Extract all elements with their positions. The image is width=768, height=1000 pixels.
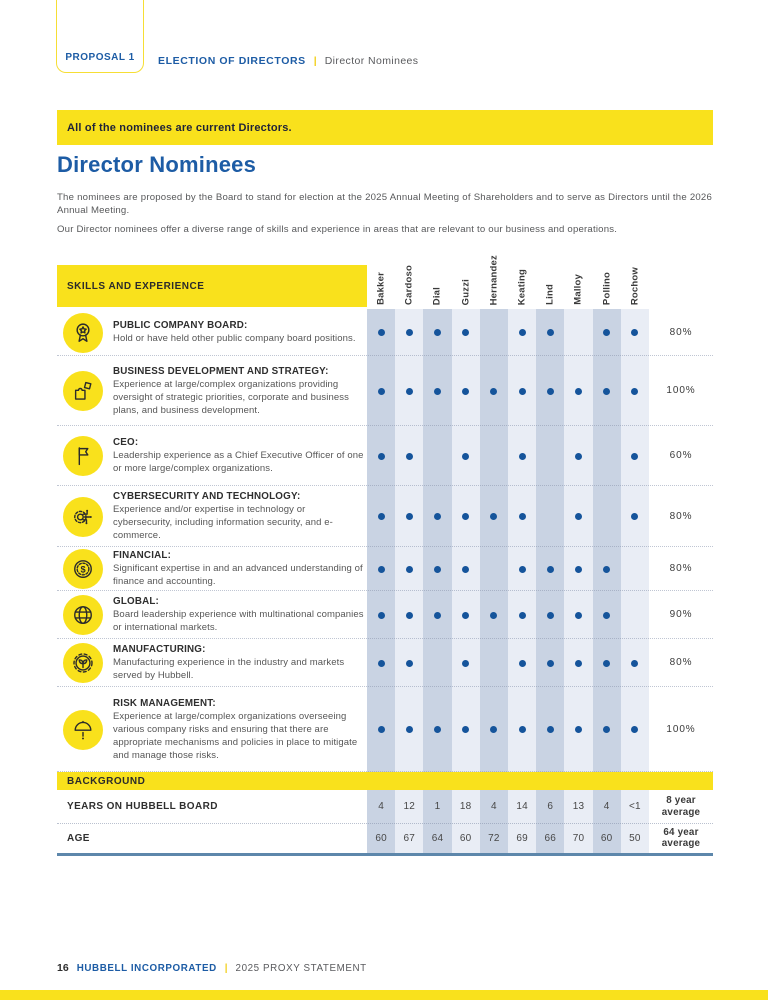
skill-row <box>57 639 713 687</box>
skill-dot <box>547 566 554 573</box>
svg-text:$: $ <box>80 564 86 575</box>
skill-dot <box>378 726 385 733</box>
skill-dot <box>462 566 469 573</box>
skill-dot <box>547 388 554 395</box>
skill-dot <box>519 453 526 460</box>
skill-dot <box>406 612 413 619</box>
background-value: 60 <box>459 832 472 844</box>
skill-dot <box>575 388 582 395</box>
intro-paragraph-1: The nominees are proposed by the Board to stand for election at the 2025 Annual Meeting of Shareholders and to serve as Directors until the 2026 Annual Meeting. <box>57 192 712 217</box>
skill-dot <box>547 612 554 619</box>
skill-dot <box>378 513 385 520</box>
skill-title: BUSINESS DEVELOPMENT AND STRATEGY: <box>113 365 329 377</box>
skill-title: RISK MANAGEMENT: <box>113 697 216 709</box>
skill-text <box>113 687 365 771</box>
skill-text <box>113 309 365 355</box>
background-row <box>57 790 713 823</box>
table-bottom-rule <box>57 853 713 856</box>
skills-matrix-header-label: SKILLS AND EXPERIENCE <box>67 280 205 292</box>
dollar-coin-icon <box>63 549 103 589</box>
background-value: 6 <box>547 801 554 812</box>
skill-percent: 80% <box>669 326 693 338</box>
skill-dot <box>519 329 526 336</box>
director-name: Guzzi <box>460 278 472 305</box>
award-ribbon-icon <box>63 313 103 353</box>
skill-dot <box>406 388 413 395</box>
background-value: 64 <box>431 832 444 844</box>
skill-dot <box>462 329 469 336</box>
director-column-header <box>395 250 423 307</box>
highlight-banner-text: All of the nominees are current Directors. <box>67 121 292 134</box>
skill-dot <box>490 513 497 520</box>
skill-dot <box>406 566 413 573</box>
breadcrumb-separator: | <box>313 55 317 67</box>
skill-dot <box>434 566 441 573</box>
director-name: Cardoso <box>403 265 415 305</box>
skill-title: MANUFACTURING: <box>113 644 206 655</box>
background-summary: 8 year average <box>661 795 701 818</box>
skill-dot <box>547 660 554 667</box>
skill-row <box>57 591 713 639</box>
skill-dot <box>547 726 554 733</box>
skill-dot <box>462 453 469 460</box>
proposal-tab <box>56 0 144 73</box>
skill-row <box>57 426 713 486</box>
background-value: 13 <box>572 801 585 812</box>
skill-title: CYBERSECURITY AND TECHNOLOGY: <box>113 491 301 502</box>
intro-paragraphs <box>57 191 712 243</box>
breadcrumb-subsection: Director Nominees <box>324 55 419 67</box>
skill-dot <box>631 513 638 520</box>
background-summary: 64 year average <box>661 826 701 849</box>
skill-dot <box>603 726 610 733</box>
director-column-header <box>508 250 536 307</box>
director-column-header <box>452 250 480 307</box>
background-value: 4 <box>378 801 384 812</box>
skill-dot <box>406 726 413 733</box>
director-column-header <box>593 250 621 307</box>
skill-percent: 90% <box>669 609 693 620</box>
skill-dot <box>378 612 385 619</box>
background-value: 4 <box>491 801 497 812</box>
globe-icon <box>63 595 103 635</box>
skill-dot <box>603 329 610 336</box>
director-name: Pollino <box>601 271 613 305</box>
skill-dot <box>519 726 526 733</box>
director-column-header <box>423 250 451 307</box>
skill-dot <box>434 388 441 395</box>
director-name: Bakker <box>375 272 387 305</box>
skill-dot <box>462 660 469 667</box>
director-name: Rochow <box>629 266 641 305</box>
director-name: Malloy <box>572 274 584 305</box>
skill-dot <box>519 388 526 395</box>
skill-text <box>113 426 365 485</box>
skill-dot <box>490 612 497 619</box>
skill-percent: 100% <box>666 723 696 735</box>
background-value: 66 <box>544 832 557 844</box>
page-title: Director Nominees <box>57 152 257 177</box>
director-column-header <box>621 250 649 307</box>
skill-description: Manufacturing experience in the industry and markets served by Hubbell. <box>113 657 345 681</box>
background-row-label: YEARS ON HUBBELL BOARD <box>67 801 218 812</box>
skill-text <box>113 639 365 686</box>
skill-title: PUBLIC COMPANY BOARD: <box>113 320 248 331</box>
proposal-label: PROPOSAL 1 <box>65 52 135 63</box>
skill-dot <box>575 726 582 733</box>
circuit-gear-icon <box>63 497 103 537</box>
skill-dot <box>406 660 413 667</box>
background-value: <1 <box>628 801 641 812</box>
skill-dot <box>519 612 526 619</box>
skill-text <box>113 356 365 425</box>
skill-percent: 100% <box>666 385 696 396</box>
director-name: Lind <box>544 284 556 305</box>
footer-company: HUBBELL INCORPORATED <box>76 963 217 974</box>
skill-dot <box>547 329 554 336</box>
skill-dot <box>434 329 441 336</box>
skill-description: Board leadership experience with multinational companies or international markets. <box>113 609 364 633</box>
background-value: 14 <box>516 801 528 812</box>
skill-dot <box>434 612 441 619</box>
director-name: Hernandez <box>488 254 500 305</box>
skill-percent: 80% <box>669 657 693 668</box>
skill-title: FINANCIAL: <box>113 550 172 561</box>
director-column-header <box>536 250 564 307</box>
background-value: 50 <box>629 832 641 844</box>
skill-dot <box>490 726 497 733</box>
page-number: 16 <box>57 962 69 974</box>
intro-paragraph-2: Our Director nominees offer a diverse range of skills and experience in areas that are relevant to our business and operations. <box>57 224 618 236</box>
skill-dot <box>462 513 469 520</box>
skill-description: Hold or have held other public company board positions. <box>113 333 356 344</box>
skill-row <box>57 687 713 772</box>
skill-row <box>57 356 713 426</box>
skill-dot <box>575 513 582 520</box>
background-value: 60 <box>600 832 613 844</box>
skill-dot <box>603 660 610 667</box>
flag-icon <box>63 436 103 476</box>
director-column-header <box>564 250 592 307</box>
background-value: 72 <box>488 832 500 844</box>
skill-dot <box>575 566 582 573</box>
skill-row <box>57 309 713 356</box>
skill-dot <box>519 513 526 520</box>
skill-percent: 80% <box>669 563 693 574</box>
skill-text <box>113 486 365 546</box>
skills-matrix-header <box>57 265 367 307</box>
background-value: 69 <box>516 832 528 844</box>
skill-title: GLOBAL: <box>113 596 160 607</box>
background-value: 70 <box>572 832 585 844</box>
footer-statement: 2025 PROXY STATEMENT <box>235 963 367 974</box>
skill-dot <box>406 453 413 460</box>
skill-dot <box>462 612 469 619</box>
director-column-header <box>367 250 395 307</box>
skill-description: Significant expertise in and an advanced understanding of finance and accounting. <box>113 563 363 587</box>
breadcrumb-section: ELECTION OF DIRECTORS <box>158 55 306 67</box>
gear-sprout-icon <box>63 643 103 683</box>
skill-dot <box>603 566 610 573</box>
puzzle-icon <box>63 371 103 411</box>
breadcrumb <box>158 55 418 67</box>
skill-row <box>57 547 713 591</box>
skills-matrix <box>57 250 713 856</box>
skill-description: Experience at large/complex organizations overseeing various company risks and ensuring that there are appropriate mechanisms and policies in place to mitigate and manage those risks. <box>113 710 358 761</box>
background-value: 60 <box>375 832 387 844</box>
director-name: Dial <box>431 286 443 305</box>
skill-dot <box>631 388 638 395</box>
skill-text <box>113 547 365 590</box>
skill-dot <box>603 612 610 619</box>
skill-dot <box>631 453 638 460</box>
skill-dot <box>519 660 526 667</box>
footer-separator: | <box>224 963 228 974</box>
background-value: 1 <box>434 801 441 812</box>
skill-text <box>113 591 365 638</box>
skill-dot <box>631 329 638 336</box>
highlight-banner <box>57 110 713 145</box>
skill-dot <box>378 329 385 336</box>
skill-dot <box>378 566 385 573</box>
bottom-accent-bar <box>0 990 768 1000</box>
background-value: 67 <box>403 832 416 844</box>
skill-dot <box>462 726 469 733</box>
skill-dot <box>378 388 385 395</box>
skill-row <box>57 486 713 547</box>
skill-description: Experience at large/complex organizations providing oversight of strategic priorities, corporate and business plans, and business development. <box>113 378 349 416</box>
director-column-header <box>480 250 508 307</box>
background-row <box>57 823 713 853</box>
skill-dot <box>434 513 441 520</box>
skill-dot <box>378 660 385 667</box>
skill-dot <box>378 453 385 460</box>
skill-description: Experience and/or expertise in technology or cybersecurity, including information security, and e-commerce. <box>113 504 333 541</box>
skill-title: CEO: <box>113 437 139 448</box>
skill-dot <box>406 513 413 520</box>
skill-dot <box>490 388 497 395</box>
skill-percent: 80% <box>669 510 693 522</box>
skill-dot <box>631 660 638 667</box>
skill-dot <box>519 566 526 573</box>
skill-dot <box>631 726 638 733</box>
background-section-label: BACKGROUND <box>67 775 146 787</box>
skill-dot <box>575 612 582 619</box>
umbrella-alert-icon <box>63 710 103 750</box>
page-footer <box>57 962 367 974</box>
background-value: 4 <box>603 801 610 812</box>
background-row-label: AGE <box>67 832 90 844</box>
skill-dot <box>603 388 610 395</box>
skill-dot <box>434 726 441 733</box>
skill-dot <box>462 388 469 395</box>
skill-percent: 60% <box>669 450 693 461</box>
skill-dot <box>575 660 582 667</box>
skill-dot <box>406 329 413 336</box>
skill-description: Leadership experience as a Chief Executive Officer of one or more large/complex organizations. <box>113 450 364 474</box>
director-name: Keating <box>516 268 528 305</box>
background-value: 18 <box>459 801 472 812</box>
skill-dot <box>575 453 582 460</box>
background-value: 12 <box>403 801 416 812</box>
background-section-header <box>57 772 713 790</box>
